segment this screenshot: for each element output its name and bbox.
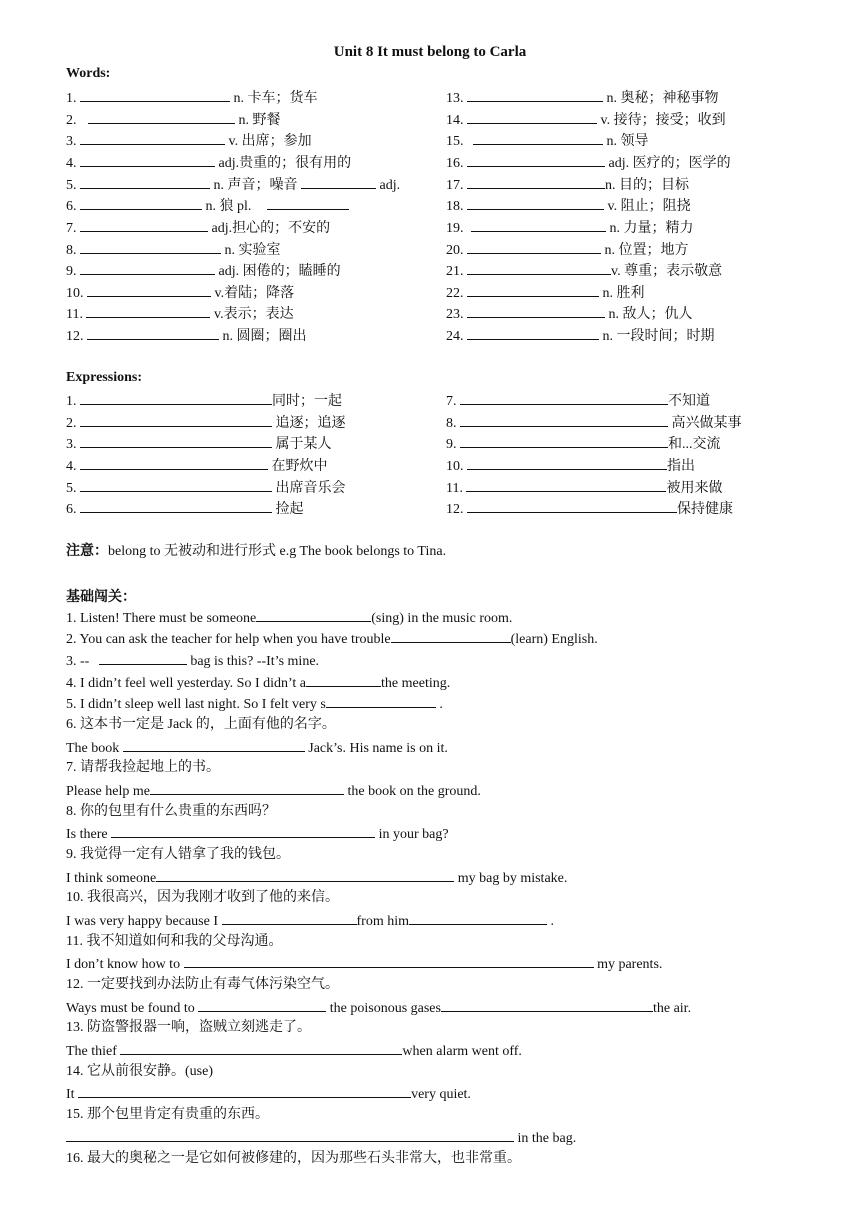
expression-item: [66, 433, 332, 453]
exercise-9-english: [66, 867, 567, 887]
question-text: the air.: [652, 1001, 692, 1016]
expression-item: [66, 477, 346, 497]
expression-item: [446, 390, 710, 410]
note: [66, 542, 446, 562]
item-number: 4.: [66, 156, 77, 171]
expression-item: [446, 477, 722, 497]
item-number: 8.: [446, 416, 457, 431]
word-item: [446, 87, 719, 107]
item-text: n. 实验室: [221, 243, 281, 258]
item-number: 24.: [446, 329, 464, 344]
answer-blank[interactable]: [267, 195, 349, 210]
answer-blank[interactable]: [156, 867, 454, 882]
answer-blank[interactable]: [80, 390, 272, 405]
question-text: 3. --: [66, 654, 93, 669]
answer-blank[interactable]: [78, 1083, 411, 1098]
question-text: the meeting.: [381, 676, 451, 691]
answer-blank[interactable]: [80, 217, 208, 232]
exercise-13-english: [66, 1040, 522, 1060]
answer-blank[interactable]: [222, 910, 357, 925]
answer-blank[interactable]: [80, 174, 210, 189]
item-text: v. 尊重；表示敬意: [611, 264, 723, 279]
question-text: Jack’s. His name is on it.: [304, 741, 448, 756]
answer-blank[interactable]: [198, 997, 326, 1012]
words-heading: Words:: [66, 66, 111, 81]
question-text: (sing) in the music room.: [371, 611, 513, 626]
item-text: adj. 困倦的；瞌睡的: [215, 264, 341, 279]
question-text: my parents.: [593, 957, 663, 972]
word-item: [66, 282, 294, 302]
exercise-15-chinese: 15. 那个包里肯定有贵重的东西。: [66, 1107, 269, 1122]
item-number: 6.: [66, 199, 77, 214]
item-text: n. 卡车；货车: [230, 91, 318, 106]
item-number: 19.: [446, 221, 464, 236]
question-text: I don’t know how to: [66, 957, 184, 972]
answer-blank[interactable]: [150, 780, 344, 795]
exercise-12-chinese: 12. 一定要找到办法防止有毒气体污染空气。: [66, 977, 339, 992]
word-item: [446, 282, 645, 302]
item-number: 11.: [66, 307, 83, 322]
answer-blank[interactable]: [87, 325, 219, 340]
item-text: v. 阻止；阻挠: [604, 199, 691, 214]
question-text: (learn) English.: [510, 632, 598, 647]
exercise-8-chinese: 8. 你的包里有什么贵重的东西吗？: [66, 804, 276, 819]
item-text: n. 奥秘；神秘事物: [603, 91, 719, 106]
item-number: 3.: [66, 134, 77, 149]
item-number: 22.: [446, 286, 464, 301]
word-item: [66, 152, 351, 172]
item-number: 1.: [66, 91, 77, 106]
answer-blank[interactable]: [123, 737, 305, 752]
answer-blank[interactable]: [256, 607, 371, 622]
item-text: v. 接待；接受；收到: [597, 113, 726, 128]
question-text: Please help me: [66, 784, 150, 799]
item-number: 10.: [446, 459, 464, 474]
answer-blank[interactable]: [467, 174, 605, 189]
item-text: 被用来做: [666, 481, 723, 496]
expression-item: [446, 433, 721, 453]
expression-item: [446, 498, 733, 518]
item-text: 不知道: [668, 394, 710, 409]
answer-blank[interactable]: [467, 195, 604, 210]
item-text: 同时；一起: [272, 394, 342, 409]
answer-blank[interactable]: [80, 455, 268, 470]
question-text: The thief: [66, 1044, 121, 1059]
answer-blank[interactable]: [80, 433, 272, 448]
question-text: I was very happy because I: [66, 914, 222, 929]
answer-blank[interactable]: [80, 87, 230, 102]
word-item: [446, 109, 726, 129]
exercise-6-english: [66, 737, 448, 757]
item-number: 11.: [446, 481, 463, 496]
item-text: n. 目的；目标: [605, 178, 689, 193]
answer-blank[interactable]: [467, 325, 599, 340]
exercise-5: [66, 693, 443, 713]
exercise-11-chinese: 11. 我不知道如何和我的父母沟通。: [66, 934, 283, 949]
exercise-14-chinese: 14. 它从前很安静。(use): [66, 1064, 213, 1079]
answer-blank[interactable]: [66, 1127, 514, 1142]
answer-blank[interactable]: [467, 152, 605, 167]
note-label: 注意：: [66, 544, 108, 559]
item-number: 10.: [66, 286, 84, 301]
word-item: [446, 130, 649, 150]
question-text: .: [435, 697, 443, 712]
exercise-14-english: [66, 1083, 471, 1103]
item-text: n. 圆圈；圈出: [219, 329, 307, 344]
item-number: 1.: [66, 394, 77, 409]
word-item: [66, 217, 330, 237]
answer-blank[interactable]: [409, 910, 547, 925]
word-item: [66, 325, 307, 345]
item-text: 捡起: [272, 502, 304, 517]
item-text: adj.担心的；不安的: [208, 221, 331, 236]
answer-blank[interactable]: [80, 498, 272, 513]
answer-blank[interactable]: [80, 152, 215, 167]
item-number: 7.: [446, 394, 457, 409]
answer-blank[interactable]: [80, 260, 215, 275]
item-number: 5.: [66, 178, 77, 193]
item-text: n. 力量；精力: [606, 221, 694, 236]
answer-blank[interactable]: [80, 195, 202, 210]
exercise-9-chinese: 9. 我觉得一定有人错拿了我的钱包。: [66, 847, 290, 862]
item-text: n. 狼 pl.: [202, 199, 252, 214]
answer-blank[interactable]: [80, 239, 221, 254]
answer-blank[interactable]: [391, 628, 511, 643]
answer-blank[interactable]: [301, 174, 376, 189]
question-text: 2. You can ask the teacher for help when you have trouble: [66, 632, 391, 647]
answer-blank[interactable]: [467, 303, 605, 318]
item-text: n. 位置；地方: [601, 243, 689, 258]
question-text: 5. I didn’t sleep well last night. So I felt very s: [66, 697, 326, 712]
item-text: v. 出席；参加: [225, 134, 312, 149]
item-text: 出席音乐会: [272, 481, 346, 496]
answer-blank[interactable]: [467, 260, 611, 275]
item-number: 2.: [66, 113, 77, 128]
exercise-2: [66, 628, 598, 648]
answer-blank[interactable]: [441, 997, 653, 1012]
expression-item: [66, 390, 342, 410]
exercise-13-chinese: 13. 防盗警报器一响，盗贼立刻逃走了。: [66, 1020, 311, 1035]
answer-blank[interactable]: [99, 650, 187, 665]
item-text: n. 声音；噪音: [210, 178, 298, 193]
item-number: 14.: [446, 113, 464, 128]
answer-blank[interactable]: [467, 498, 677, 513]
question-text: 4. I didn’t feel well yesterday. So I didn’t a: [66, 676, 307, 691]
item-number: 18.: [446, 199, 464, 214]
question-text: I think someone: [66, 871, 157, 886]
expression-item: [66, 412, 346, 432]
expressions-heading: Expressions:: [66, 370, 142, 385]
answer-blank[interactable]: [88, 109, 235, 124]
answer-blank[interactable]: [306, 672, 381, 687]
item-text: 保持健康: [677, 502, 733, 517]
exercise-7-chinese: 7. 请帮我捡起地上的书。: [66, 760, 220, 775]
answer-blank[interactable]: [80, 477, 272, 492]
item-text: 属于某人: [272, 437, 332, 452]
question-text: in your bag?: [375, 827, 449, 842]
note-text: belong to 无被动和进行形式 e.g The book belongs to Tina.: [108, 544, 447, 559]
exercise-8-english: [66, 823, 449, 843]
answer-blank[interactable]: [467, 109, 597, 124]
item-number: 15.: [446, 134, 464, 149]
word-item: [446, 325, 715, 345]
question-text: in the bag.: [514, 1131, 577, 1146]
answer-blank[interactable]: [467, 282, 599, 297]
item-number: 23.: [446, 307, 464, 322]
item-text: v.着陆；降落: [211, 286, 295, 301]
question-text: the book on the ground.: [343, 784, 481, 799]
answer-blank[interactable]: [326, 693, 436, 708]
item-number: 13.: [446, 91, 464, 106]
answer-blank[interactable]: [460, 412, 668, 427]
question-text: very quiet.: [411, 1087, 471, 1102]
item-text: n. 野餐: [235, 113, 281, 128]
answer-blank[interactable]: [466, 477, 666, 492]
word-item: [66, 130, 312, 150]
exercise-7-english: [66, 780, 481, 800]
question-text: 1. Listen! There must be someone: [66, 611, 257, 626]
page-title: Unit 8 It must belong to Carla: [333, 44, 527, 60]
exercise-1: [66, 607, 512, 627]
answer-blank[interactable]: [460, 390, 668, 405]
item-number: 5.: [66, 481, 77, 496]
item-text-2: adj.: [376, 178, 401, 193]
expression-item: [66, 498, 304, 518]
exercise-12-english: [66, 997, 691, 1017]
word-item: [446, 195, 691, 215]
question-text: when alarm went off.: [402, 1044, 522, 1059]
answer-blank[interactable]: [467, 239, 601, 254]
item-number: 4.: [66, 459, 77, 474]
item-text: 和...交流: [668, 437, 721, 452]
item-number: 16.: [446, 156, 464, 171]
answer-blank[interactable]: [80, 130, 225, 145]
word-item: [66, 239, 281, 259]
word-item: [66, 303, 294, 323]
word-item: [66, 195, 349, 215]
question-text: The book: [66, 741, 123, 756]
question-text: Is there: [66, 827, 112, 842]
question-text: from him: [356, 914, 409, 929]
word-item: [446, 260, 722, 280]
word-item: [446, 239, 689, 259]
item-text: n. 一段时间；时期: [599, 329, 715, 344]
answer-blank[interactable]: [111, 823, 375, 838]
exercise-heading: 基础闯关：: [66, 590, 136, 605]
question-text: .: [547, 914, 554, 929]
item-text: n. 胜利: [599, 286, 645, 301]
exercise-11-english: [66, 953, 662, 973]
exercise-3: [66, 650, 319, 670]
question-text: Ways must be found to: [66, 1001, 199, 1016]
exercise-10-chinese: 10. 我很高兴，因为我刚才收到了他的来信。: [66, 890, 339, 905]
item-text: adj. 医疗的；医学的: [605, 156, 731, 171]
word-item: [66, 87, 318, 107]
answer-blank[interactable]: [460, 433, 668, 448]
item-number: 12.: [66, 329, 84, 344]
exercise-16-chinese: 16. 最大的奥秘之一是它如何被修建的，因为那些石头非常大，也非常重。: [66, 1151, 521, 1166]
answer-blank[interactable]: [120, 1040, 402, 1055]
exercise-15-english: [66, 1127, 576, 1147]
answer-blank[interactable]: [87, 282, 211, 297]
word-item: [446, 174, 689, 194]
answer-blank[interactable]: [467, 87, 603, 102]
item-number: 9.: [66, 264, 77, 279]
expression-item: [66, 455, 328, 475]
exercise-6-chinese: 6. 这本书一定是 Jack 的，上面有他的名字。: [66, 717, 336, 732]
word-item: [66, 174, 400, 194]
item-text: n. 敌人；仇人: [605, 307, 693, 322]
item-text: 指出: [667, 459, 695, 474]
item-number: 17.: [446, 178, 464, 193]
item-number: 3.: [66, 437, 77, 452]
word-item: [446, 152, 731, 172]
question-text: bag is this? --It’s mine.: [186, 654, 320, 669]
answer-blank[interactable]: [473, 130, 603, 145]
answer-blank[interactable]: [467, 455, 667, 470]
question-text: the poisonous gases: [326, 1001, 441, 1016]
item-text: 在野炊中: [268, 459, 328, 474]
expression-item: [446, 455, 695, 475]
item-text: adj.贵重的；很有用的: [215, 156, 352, 171]
question-text: my bag by mistake.: [454, 871, 568, 886]
word-item: [446, 303, 693, 323]
word-item: [66, 109, 281, 129]
item-number: 8.: [66, 243, 77, 258]
item-number: 7.: [66, 221, 77, 236]
item-text: n. 领导: [603, 134, 649, 149]
word-item: [446, 217, 694, 237]
answer-blank[interactable]: [471, 217, 606, 232]
item-text: v.表示；表达: [210, 307, 294, 322]
answer-blank[interactable]: [184, 953, 594, 968]
expression-item: [446, 412, 742, 432]
exercise-4: [66, 672, 450, 692]
question-text: It: [66, 1087, 79, 1102]
answer-blank[interactable]: [80, 412, 272, 427]
item-text: 追逐；追逐: [272, 416, 346, 431]
exercise-10-english: [66, 910, 554, 930]
item-number: 12.: [446, 502, 464, 517]
word-item: [66, 260, 341, 280]
item-text: 高兴做某事: [668, 416, 742, 431]
item-number: 9.: [446, 437, 457, 452]
item-number: 21.: [446, 264, 464, 279]
answer-blank[interactable]: [86, 303, 210, 318]
item-number: 6.: [66, 502, 77, 517]
item-number: 2.: [66, 416, 77, 431]
item-number: 20.: [446, 243, 464, 258]
